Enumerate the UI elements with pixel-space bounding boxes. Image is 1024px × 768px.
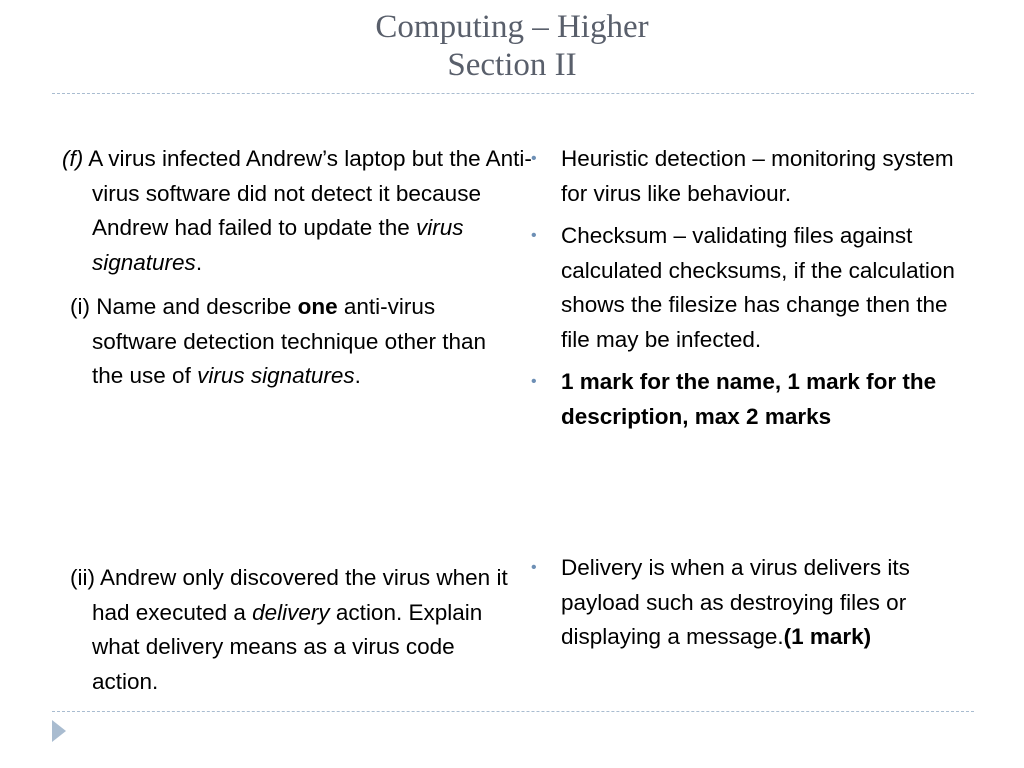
question-i-italic: virus signatures — [197, 363, 355, 388]
next-slide-arrow-icon[interactable] — [52, 720, 66, 742]
title-line-1: Computing – Higher — [375, 9, 649, 45]
bullet-icon: • — [531, 559, 537, 576]
bullet-icon: • — [531, 373, 537, 390]
answer-marks-i — [531, 365, 971, 434]
question-i-text: (i) Name and describe — [70, 294, 298, 319]
answer-marks-i-text: 1 mark for the name, 1 mark for the description, max 2 marks — [561, 369, 937, 429]
answer-heuristic-text: Heuristic detection – monitoring system for virus like behaviour. — [561, 146, 954, 206]
answer-delivery-text: Delivery is when a virus delivers its payload such as destroying files or displaying a message. — [561, 555, 910, 649]
question-f-end: . — [195, 249, 203, 275]
question-i-text-2: anti-virus software detection technique other than the use of — [92, 294, 487, 388]
answer-delivery — [531, 551, 971, 655]
bullet-icon: • — [531, 227, 537, 244]
title-line-2: Section II — [447, 47, 577, 83]
answer-checksum-text: Checksum – validating files against calculated checksums, if the calculation shows the filesize has change then the file may be infected. — [561, 223, 955, 352]
question-i — [70, 290, 522, 394]
question-ii-text-2: action. Explain what delivery means as a virus code action. — [92, 599, 483, 694]
answer-delivery-mark: (1 mark) — [783, 624, 872, 649]
slide-title — [0, 8, 1024, 84]
question-i-bold: one — [297, 294, 338, 319]
question-i-end: . — [354, 363, 361, 388]
question-f — [62, 142, 532, 280]
top-divider — [52, 93, 974, 94]
answer-checksum — [531, 219, 971, 357]
question-f-italic: virus signatures — [92, 215, 464, 275]
question-f-text: A virus infected Andrew’s laptop but the Anti-virus software did not detect it because Andrew had failed to update the — [83, 146, 532, 240]
question-ii — [70, 561, 522, 699]
question-ii-italic: delivery — [252, 599, 330, 625]
answer-list-ii — [531, 551, 971, 663]
answer-list-i — [531, 142, 971, 442]
question-ii-text: (ii) Andrew only discovered the virus when it had executed a — [70, 565, 508, 625]
question-f-label: (f) — [62, 146, 84, 171]
bottom-divider — [52, 711, 974, 712]
answer-heuristic — [531, 142, 971, 211]
bullet-icon: • — [531, 150, 537, 167]
